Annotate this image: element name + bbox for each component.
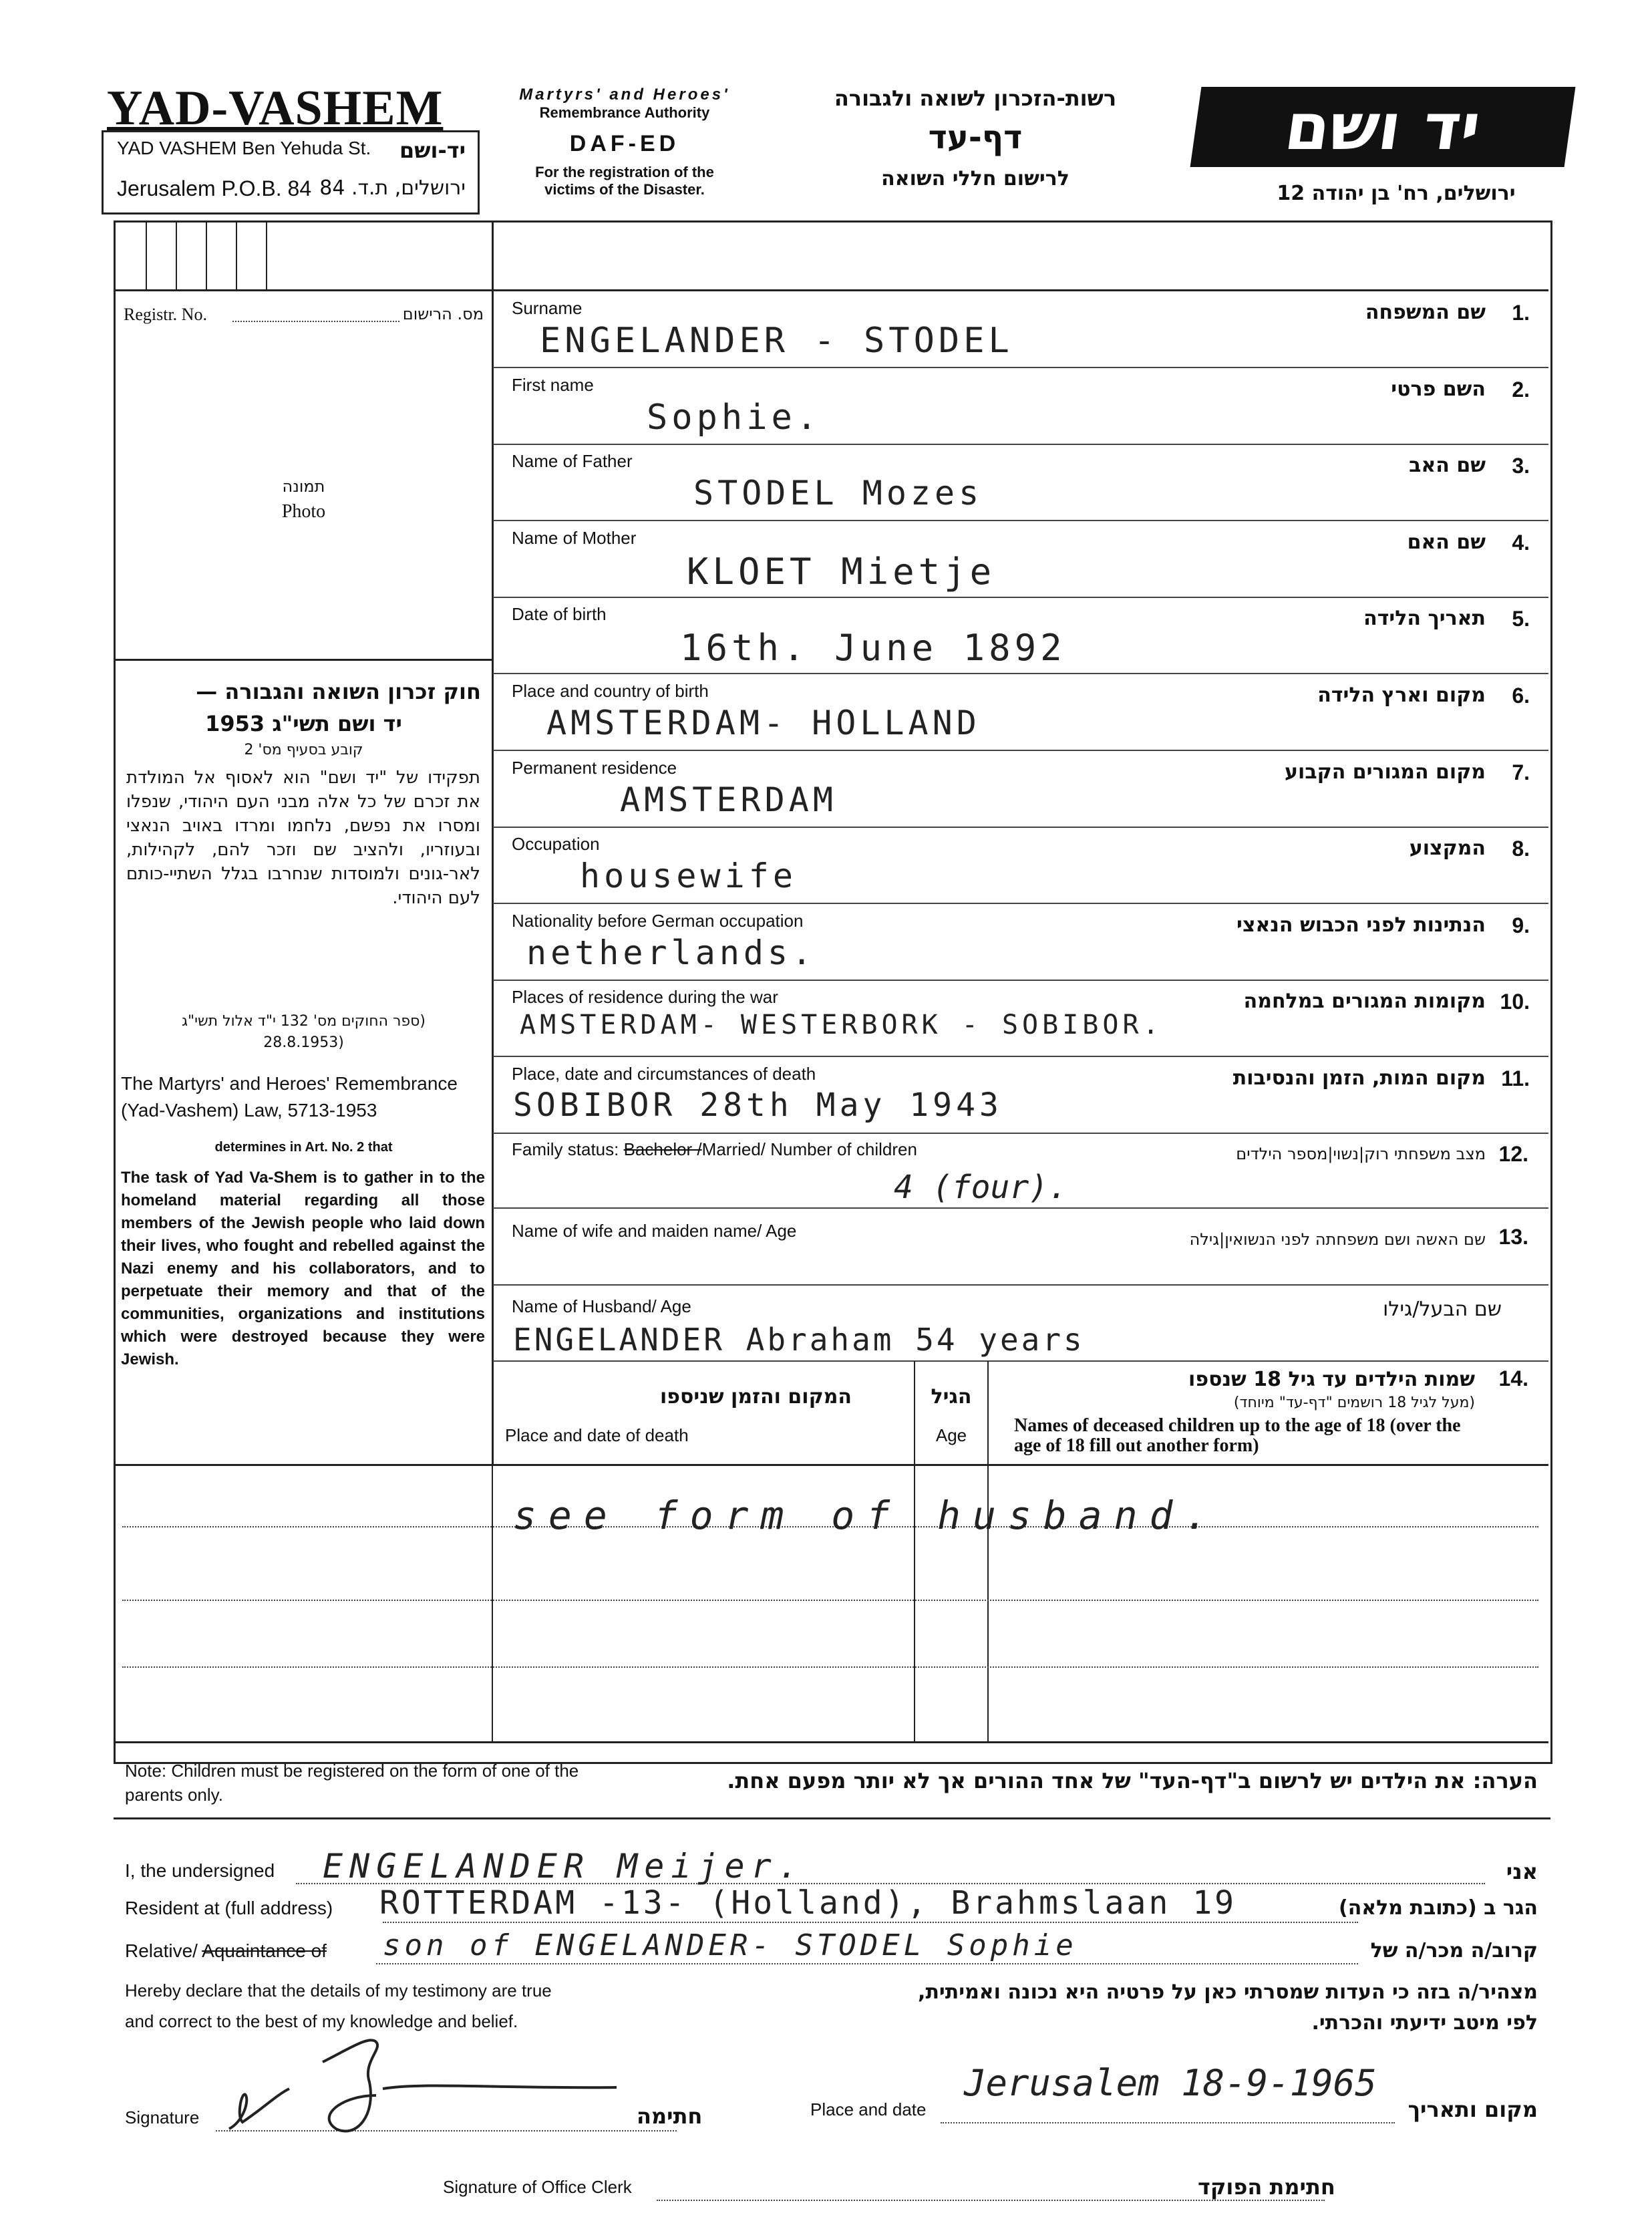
declare-en-2: and correct to the best of my knowledge and belief. bbox=[125, 2011, 518, 2031]
declare-he-1: מצהיר/ה בזה כי העדות שמסרתי כאן על פרטיה היא נכונה ואמיתית, bbox=[918, 1980, 1538, 2004]
field-value[interactable]: housewife bbox=[580, 857, 797, 895]
law-he-date: (28.8.1953 bbox=[263, 1034, 344, 1051]
field-label-he: מקום המגורים הקבוע bbox=[1285, 760, 1486, 784]
field-wife bbox=[493, 1207, 1548, 1284]
family-status-value[interactable]: 4 (four). bbox=[894, 1169, 1068, 1206]
relative-struck: Aquaintance of bbox=[202, 1940, 327, 1961]
field-row bbox=[493, 827, 1548, 904]
field-value[interactable]: ENGELANDER - STODEL bbox=[540, 321, 1013, 361]
children-entry[interactable]: see form of husband. bbox=[513, 1493, 1220, 1538]
field-value[interactable]: STODEL Mozes bbox=[693, 474, 983, 512]
photo-box-bottom bbox=[116, 659, 492, 661]
undersigned-label: I, the undersigned bbox=[125, 1860, 275, 1881]
field-number: 11. bbox=[1501, 1066, 1530, 1090]
field-value[interactable]: AMSTERDAM- HOLLAND bbox=[546, 704, 981, 742]
relative-line bbox=[376, 1963, 1358, 1964]
law-en-text: The task of Yad Va-Shem is to gather in to the homeland material regarding all those members of the Jewish people who laid down their lives, who fought and rebelled against the Nazi enemy and his collaborators, and to perpetuate their memory and that of the communities, organizations and institutions which were destroyed because they were Jewish. bbox=[121, 1169, 485, 1368]
law-he-reference: (ספר החוקים מס' 132 י"ד אלול תשי"ג bbox=[181, 1013, 426, 1030]
field-row bbox=[493, 1057, 1548, 1134]
daf-ed-en: DAF-ED bbox=[569, 131, 680, 156]
children-table-header bbox=[493, 1361, 1548, 1464]
place-date-he: מקום ותאריך bbox=[1408, 2097, 1538, 2122]
wife-number: 13. bbox=[1498, 1225, 1528, 1249]
note-en: Note: Children must be registered on the form of one of the parents only. bbox=[125, 1761, 579, 1805]
stamp-line-2: Jerusalem P.O.B. 84 bbox=[117, 176, 312, 200]
family-status-label bbox=[512, 1139, 917, 1160]
field-number: 9. bbox=[1512, 913, 1530, 937]
place-date-value[interactable]: Jerusalem 18-9-1965 bbox=[964, 2062, 1377, 2104]
children-title-he: שמות הילדים עד גיל 18 שנספו bbox=[1188, 1368, 1475, 1391]
family-status-rest: Married/ Number of children bbox=[701, 1139, 917, 1159]
field-row bbox=[493, 751, 1548, 828]
field-label-he: הנתינות לפני הכבוש הנאצי bbox=[1236, 913, 1486, 937]
field-value[interactable]: AMSTERDAM bbox=[620, 780, 837, 819]
undersigned-he: אני bbox=[1506, 1859, 1538, 1884]
relative-prefix: Relative/ bbox=[125, 1940, 202, 1961]
field-label-he: השם פרטי bbox=[1391, 378, 1486, 401]
resident-line bbox=[383, 1922, 1358, 1923]
field-number: 1. bbox=[1512, 301, 1530, 325]
relative-value[interactable]: son of ENGELANDER- STODEL Sophie bbox=[383, 1928, 1078, 1962]
field-label: Nationality before German occupation bbox=[512, 911, 804, 931]
field-number: 2. bbox=[1512, 378, 1530, 402]
field-value[interactable]: KLOET Mietje bbox=[687, 551, 996, 593]
field-label: Date of birth bbox=[512, 604, 607, 624]
children-row-line bbox=[122, 1666, 1538, 1668]
clerk-signature-label: Signature of Office Clerk bbox=[443, 2177, 632, 2197]
field-husband bbox=[493, 1284, 1548, 1361]
children-title-en: Names of deceased children up to the age of 18 (over the age of 18 fill out another form) bbox=[1014, 1415, 1461, 1456]
declare-en-1: Hereby declare that the details of my testimony are true bbox=[125, 1980, 552, 2001]
family-status-struck: Bachelor / bbox=[623, 1139, 702, 1159]
registr-no-field[interactable] bbox=[232, 321, 399, 322]
relative-label bbox=[125, 1940, 327, 1962]
note-section bbox=[116, 1741, 1548, 1821]
field-label-he: שם האם bbox=[1407, 531, 1486, 554]
children-subtitle-he: (מעל לגיל 18 רושמים "דף-עד" מיוחד) bbox=[1233, 1394, 1475, 1411]
field-row bbox=[493, 521, 1548, 598]
authority-en-block bbox=[481, 86, 768, 198]
children-number: 14. bbox=[1498, 1366, 1528, 1390]
field-row bbox=[493, 674, 1548, 751]
note-he: הערה: את הילדים יש לרשום ב"דף-העד" של אחד ההורים אך לא יותר מפעם אחת. bbox=[727, 1768, 1538, 1793]
field-number: 4. bbox=[1512, 531, 1530, 555]
field-family-status bbox=[493, 1127, 1548, 1207]
undersigned-value[interactable]: ENGELANDER Meijer. bbox=[323, 1847, 805, 1886]
children-col-divider-2 bbox=[987, 1361, 989, 1464]
field-label-he: שם המשפחה bbox=[1365, 301, 1486, 324]
children-body-divider-1 bbox=[492, 1466, 493, 1741]
field-number: 3. bbox=[1512, 454, 1530, 478]
stamp-hebrew-1: יד-ושם bbox=[399, 138, 466, 163]
registr-no-he: מס. הרישום bbox=[402, 305, 484, 323]
children-place-he: המקום והזמן שניספו bbox=[660, 1385, 852, 1409]
left-panel bbox=[116, 291, 492, 1464]
field-row bbox=[493, 597, 1548, 674]
resident-label: Resident at (full address) bbox=[125, 1898, 333, 1918]
field-label-he: המקצוע bbox=[1409, 837, 1486, 860]
field-number: 5. bbox=[1512, 607, 1530, 631]
registr-no-label: Registr. No. bbox=[124, 305, 207, 324]
field-label: Places of residence during the war bbox=[512, 987, 778, 1007]
children-row-line bbox=[122, 1600, 1538, 1601]
wife-he: שם האשה ושם משפחתה לפני הנשואין|גילה bbox=[1189, 1230, 1486, 1249]
field-number: 8. bbox=[1512, 837, 1530, 861]
declaration-section bbox=[116, 1821, 1548, 2209]
children-col-divider-1 bbox=[914, 1361, 915, 1464]
family-status-prefix: Family status: bbox=[512, 1139, 624, 1159]
field-label: Name of Father bbox=[512, 451, 633, 471]
field-label-he: מקום וארץ הלידה bbox=[1317, 684, 1486, 707]
yad-vashem-logo bbox=[1190, 87, 1576, 167]
law-he-text: תפקידו של "יד ושם" הוא לאסוף אל המולדת את זכרם של כל אלה מבני העם היהודי, שנפלו ומסרו את נפשם, נלחמו ומרדו באויב הנאצי ובעוזריו, ולהציב שם וזכר להם, לקהילות, לאר-גונים ולמוסדות שנחרבו בגלל השתיי-כותם לעם היהודי. bbox=[126, 768, 480, 908]
law-he-article: קובע בסעיף מס' 2 bbox=[244, 742, 363, 758]
field-value[interactable]: SOBIBOR 28th May 1943 bbox=[513, 1086, 1003, 1124]
place-date-label: Place and date bbox=[810, 2099, 927, 2119]
registration-en-1: For the registration of the bbox=[535, 164, 714, 180]
logo-text: יד ושם bbox=[1280, 90, 1486, 164]
husband-label: Name of Husband/ Age bbox=[512, 1296, 691, 1316]
signature-he: חתימה bbox=[637, 2103, 703, 2129]
field-label-he: תאריך הלידה bbox=[1363, 607, 1486, 630]
field-value[interactable]: Sophie. bbox=[647, 398, 822, 438]
photo-en: Photo bbox=[281, 501, 326, 522]
husband-value[interactable]: ENGELANDER Abraham 54 years bbox=[513, 1322, 1085, 1358]
photo-he: תמונה bbox=[282, 477, 325, 496]
address-he: ירושלים, רח' בן יהודה 12 bbox=[1277, 182, 1516, 205]
family-status-he: מצב משפחתי רוק|נשוי|מספר הילדים bbox=[1236, 1145, 1486, 1163]
field-row bbox=[493, 444, 1548, 521]
law-he-title-2: יד ושם תשי"ג 1953 bbox=[205, 711, 402, 736]
field-row bbox=[493, 368, 1548, 445]
place-date-line bbox=[941, 2122, 1395, 2123]
registration-he: לרישום חללי השואה bbox=[881, 167, 1069, 190]
field-label-he: שם האב bbox=[1409, 454, 1486, 477]
field-row bbox=[493, 980, 1548, 1057]
authority-he-1: רשות-הזכרון לשואה ולגבורה bbox=[834, 86, 1117, 111]
field-label: Place and country of birth bbox=[512, 681, 709, 701]
top-right-blank bbox=[493, 223, 1548, 291]
relative-he: קרוב/ה מכר/ה של bbox=[1370, 1939, 1538, 1962]
law-en-title: The Martyrs' and Heroes' Remembrance (Yad-Vashem) Law, 5713-1953 bbox=[121, 1073, 458, 1121]
law-he-title: חוק זכרון השואה והגבורה — bbox=[196, 679, 481, 704]
field-label-he: מקום המות, הזמן והנסיבות bbox=[1232, 1066, 1486, 1090]
clerk-signature-he: חתימת הפוקד bbox=[1198, 2174, 1335, 2200]
address-stamp bbox=[102, 130, 480, 214]
resident-he: הגר ב (כתובת מלאה) bbox=[1338, 1896, 1538, 1920]
daf-ed-he: דף-עד bbox=[928, 119, 1023, 156]
children-age-he: הגיל bbox=[931, 1385, 972, 1409]
field-value[interactable]: AMSTERDAM- WESTERBORK - SOBIBOR. bbox=[520, 1010, 1163, 1040]
wife-label: Name of wife and maiden name/ Age bbox=[512, 1221, 797, 1241]
field-label: Place, date and circumstances of death bbox=[512, 1064, 816, 1084]
field-label: Name of Mother bbox=[512, 528, 637, 548]
header bbox=[0, 0, 1652, 220]
handwritten-signature[interactable] bbox=[222, 2022, 623, 2142]
field-value[interactable]: 16th. June 1892 bbox=[680, 627, 1066, 669]
stamp-hebrew-2: ירושלים, ת.ד. 84 bbox=[319, 176, 466, 200]
authority-en-2: Remembrance Authority bbox=[539, 104, 710, 121]
resident-value[interactable]: ROTTERDAM -13- (Holland), Brahmslaan 19 bbox=[379, 1884, 1237, 1922]
clerk-signature-line bbox=[657, 2200, 1325, 2201]
field-label: Permanent residence bbox=[512, 758, 677, 778]
field-label: Surname bbox=[512, 298, 583, 318]
declare-he-2: לפי מיטב ידיעתי והכרתי. bbox=[1311, 2011, 1538, 2035]
law-en-article: determines in Art. No. 2 that bbox=[214, 1140, 393, 1155]
family-status-number: 12. bbox=[1498, 1142, 1528, 1166]
field-row bbox=[493, 904, 1548, 981]
registration-en-2: victims of the Disaster. bbox=[544, 181, 705, 198]
husband-he: שם הבעל/גילו bbox=[1383, 1298, 1502, 1321]
signature-label: Signature bbox=[125, 2107, 200, 2127]
org-title: YAD-VASHEM bbox=[107, 81, 444, 136]
children-age-en: Age bbox=[935, 1425, 967, 1445]
children-table-body bbox=[116, 1464, 1548, 1743]
field-row bbox=[493, 291, 1548, 368]
children-place-en: Place and date of death bbox=[505, 1425, 689, 1445]
stamp-line-1: YAD VASHEM Ben Yehuda St. bbox=[117, 138, 371, 158]
field-number: 6. bbox=[1512, 684, 1530, 708]
field-value[interactable]: netherlands. bbox=[526, 933, 816, 972]
field-label: First name bbox=[512, 375, 594, 395]
field-number: 10. bbox=[1500, 990, 1530, 1014]
field-label-he: מקומות המגורים במלחמה bbox=[1243, 990, 1486, 1013]
authority-he-block bbox=[795, 86, 1156, 190]
field-number: 7. bbox=[1512, 760, 1530, 784]
authority-en-1: Martyrs' and Heroes' bbox=[519, 86, 730, 104]
registration-grid bbox=[116, 223, 493, 291]
field-label: Occupation bbox=[512, 834, 600, 854]
